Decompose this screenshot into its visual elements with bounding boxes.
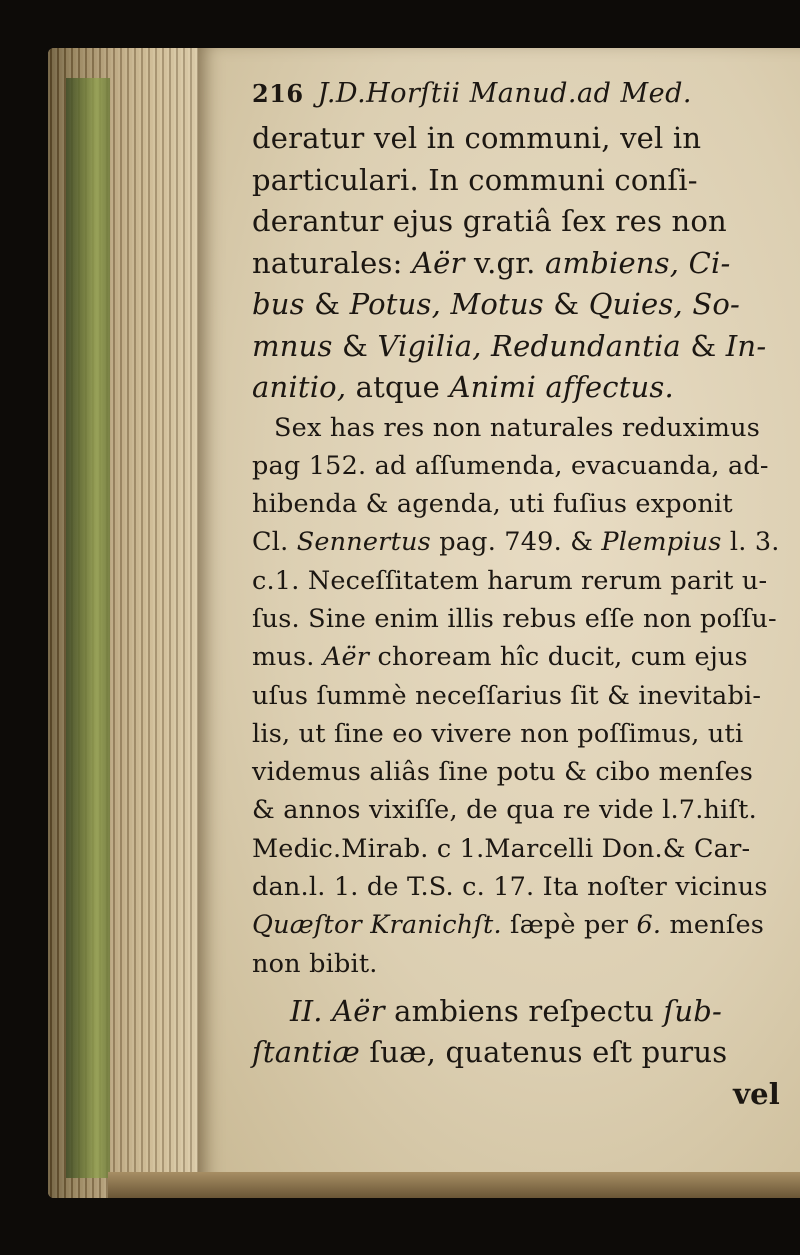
text-line: anitio, atque Animi affectus. xyxy=(252,370,674,404)
text-line: hibenda & agenda, uti fuſius exponit xyxy=(252,489,733,520)
text-line: dan.l. 1. de T.S. c. 17. Ita noſter vicinus xyxy=(252,872,768,903)
text-line: & annos vixiſſe, de qua re vide l.7.hiſt. xyxy=(252,795,757,826)
text-line: mnus & Vigilia, Redundantia & In- xyxy=(252,328,767,363)
text-line: ſtantiæ ſuæ, quatenus eſt purus xyxy=(252,1035,728,1070)
text-line: Cl. Sennertus pag. 749. & Plempius l. 3. xyxy=(252,527,780,558)
text-line: naturales: Aër v.gr. ambiens, Ci- xyxy=(252,245,731,280)
binding-edge xyxy=(66,78,110,1178)
text-line: Medic.Mirab. c 1.Marcelli Don.& Car- xyxy=(252,833,751,864)
text-line: ſus. Sine enim illis rebus eſſe non poſſu- xyxy=(252,603,777,634)
text-line: particulari. In communi conſi- xyxy=(252,162,698,197)
text-line: uſus ſummè neceſſarius ſit & inevitabi- xyxy=(252,680,762,711)
text-line: Quæſtor Kranichſt. ſæpè per 6. menſes xyxy=(252,910,765,941)
text-line: derantur ejus gratiâ ſex res non xyxy=(252,204,727,238)
text-line: pag 152. ad aſſumenda, evacuanda, ad- xyxy=(252,450,769,481)
running-header xyxy=(252,70,792,118)
bottom-page-edge xyxy=(108,1172,800,1198)
text-line: mus. Aër choream hîc ducit, cum ejus xyxy=(252,642,748,673)
catchword: vel xyxy=(733,1076,780,1111)
text-line: lis, ut ſine eo vivere non poſſimus, uti xyxy=(252,718,744,749)
text-line: videmus aliâs ſine potu & cibo menſes xyxy=(252,757,754,788)
text-line: bus & Potus, Motus & Quies, So- xyxy=(252,287,741,321)
running-title: J.D.Horſtii Manud.ad Med. xyxy=(317,78,692,109)
page-text xyxy=(252,70,792,1115)
text-line: Sex has res non naturales reduximus xyxy=(274,412,761,443)
text-line: II. Aër ambiens reſpectu ſub- xyxy=(290,993,722,1028)
text-line: c.1. Neceſſitatem harum rerum parit u- xyxy=(252,565,768,596)
text-line: non bibit. xyxy=(252,948,378,979)
text-line: deratur vel in communi, vel in xyxy=(252,121,702,155)
page-number: 216 xyxy=(252,79,304,108)
